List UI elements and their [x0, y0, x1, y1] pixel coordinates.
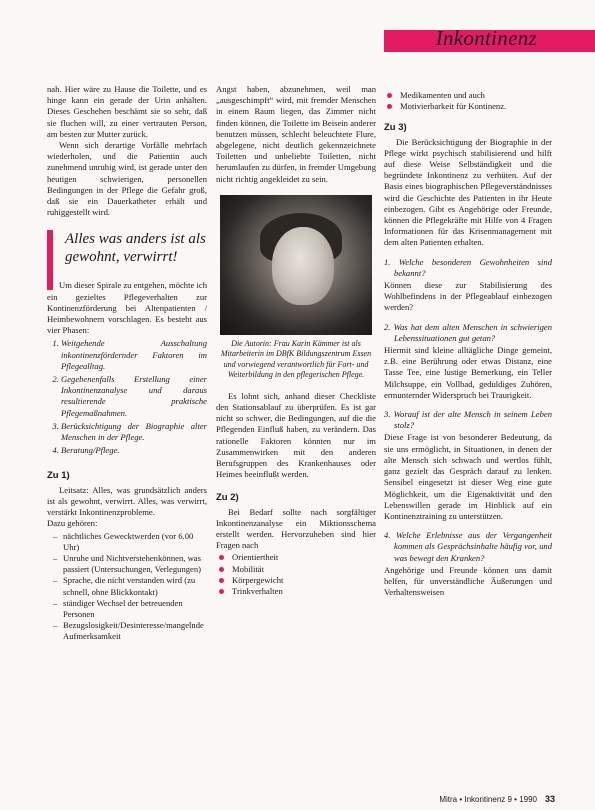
section-heading: Zu 2): [216, 492, 239, 504]
pull-quote: [47, 228, 207, 268]
list-item: 4. Beratung/Pflege.: [61, 445, 207, 456]
paragraph: Angehörige und Freunde können uns damit helfen, für unverständliche Äußerungen und Verhaltensweisen: [384, 564, 552, 598]
paragraph: Bei Bedarf sollte nach sorgfältiger Inkontinenzanalyse ein Miktionsschema erstellt werden. Hervorzuheben sind hier Fragen nach: [216, 506, 376, 551]
paragraph: Um dieser Spirale zu entgehen, möchte ich ein gezieltes Pflegeverhalten zur Kontinenzförderung bei Altenpatienten / Heimbewohnern vorschlagen. Es besteht aus vier Phasen:: [47, 280, 207, 336]
journal-info: Mitra • Inkontinenz 9 • 1990: [439, 795, 537, 804]
paragraph: Wenn sich derartige Vorfälle mehrfach wiederholen, und die Patientin auch zunehmend unruhig wird, ist gerade unter den heutigen schwierigen, personellen Bedingungen in der Pflege die Gefahr groß, daß sie ein Dauerkatheter erhält und ruhiggestellt wird.: [47, 140, 207, 218]
question: 4. Welche Erlebnisse aus der Vergangenheit kommen als Gesprächsinhalte häufig vor, und was bewegt den Kranken?: [384, 530, 552, 563]
bullet-list: [384, 90, 552, 112]
section-heading: Zu 1): [47, 470, 70, 482]
paragraph: Es lohnt sich, anhand dieser Checkliste den Stationsablauf zu überprüfen. Es ist gar nicht so schwer, die Bedingungen, auf die die Pflegenden Einfluß haben, zu verändern. Das rationelle Faktoren könnten nur im Zusammenwirken mit den anderen Berufsgruppen des Krankenhauses oder Heimes beeinflußt werden.: [216, 390, 376, 480]
column-2: [216, 84, 376, 601]
list-item: Mobilität: [216, 564, 376, 575]
page-footer: [439, 794, 555, 804]
list-item: Medikamenten und auch: [384, 90, 552, 101]
question: 3. Worauf ist der alte Mensch in seinem Leben stolz?: [384, 409, 552, 431]
paragraph: Diese Frage ist von besonderer Bedeutung, da sie uns ermöglicht, in Situationen, in denen der alte Mensch sich schwach und wertlos fühlt, ganz gezielt das Gespräch darauf zu lenken. Sensibel eingesetzt ist dieser Weg eine gute Möglichkeit, um die Eigenaktivität und den Lebenswillen gerade im Hinblick auf ein Kontinenztraining zu unterstützen.: [384, 432, 552, 521]
phase-list: [47, 338, 207, 456]
photo-caption: Die Autorin: Frau Karin Kämmer ist als Mitarbeiterin im DBfK Bildungszentrum Essen und vorwiegend verantwortlich für Fort- und Weiterbildung in den pflegerischen Pflege.: [220, 338, 372, 380]
list-item: – nächtliches Gewecktwerden (vor 6.00 Uhr): [47, 531, 207, 553]
list-item: – Unruhe und Nichtverstehenkönnen, was passiert (Untersuchungen, Verlegungen): [47, 553, 207, 575]
paragraph: Können diese zur Stabilisierung des Wohlbefindens in der Pflegeablauf einbezogen werden?: [384, 280, 552, 313]
paragraph: nah. Hier wäre zu Hause die Toilette, und es hinge kann ein gerade der Urin anhalten. Dieses Geschehen beschämt sie so sehr, daß sie fluchen will, zu einer vertrauten Person, am besten zur Mutter zurück.: [47, 84, 207, 139]
list-item: 3. Berücksichtigung der Biographie alter Menschen in der Pflege.: [61, 421, 207, 443]
column-1: [47, 84, 207, 643]
paragraph: Hiermit sind kleine alltägliche Dinge gemeint, z.B. eine Berührung oder etwas Distanz, eine Tasse Tee, eine lustige Bemerkung, ein Teller Milchsuppe, ein Vollbad, geduldiges Zuhören, ermunternder Widerspruch bei Traurigkeit.: [384, 345, 552, 400]
column-3: [384, 84, 552, 598]
list-item: – Sprache, die nicht verstanden wird (zu schnell, ohne Blickkontakt): [47, 575, 207, 597]
question: 1. Welche besonderen Gewohnheiten sind bekannt?: [384, 256, 552, 278]
list-item: 2. Gegebenenfalls Erstellung einer Inkontinenzanalyse und daraus resultierende praktische Pflegemaßnahmen.: [61, 374, 207, 419]
paragraph: Angst haben, abzunehmen, weil man „ausgeschimpft“ wird, mit fremder Menschen in einem Raum liegen, das Zimmer nicht finden können, die Toilette im Beisein anderer benutzen müssen, schlecht beleuchtete Flure, abgelegene, nicht deutlich gekennzeichnete Toiletten und unbeliebte Toiletten, nicht herumlaufen zu dürfen, in fremder Umgebung nicht richtig angekleidet zu sein.: [216, 84, 376, 184]
question: 2. Was hat dem alten Menschen in schwierigen Lebenssituationen gut getan?: [384, 321, 552, 343]
list-item: Körpergewicht: [216, 575, 376, 586]
factor-list: [47, 531, 207, 643]
list-item: 1. Weitgehende Ausschaltung inkontinenzfördernder Faktoren im Pflegealltag.: [61, 338, 207, 372]
pull-quote-text: Alles was anders ist als gewohnt, verwirrt!: [65, 231, 206, 266]
list-item: Orientiertheit: [216, 552, 376, 563]
paragraph: Dazu gehören:: [47, 518, 98, 529]
section-heading: Zu 3): [384, 122, 407, 134]
list-item: Trinkverhalten: [216, 586, 376, 597]
paragraph: Die Berücksichtigung der Biographie in der Pflege wirkt psychisch stabilisierend und hilft auf diese Weise Selbständigkeit und die begründete Inkontinenz zu verhüten. Auf der Basis eines biographischen Pflegeverständnisses wird die Geschichte des Patienten in ihr Heute einbezogen. Gibt es Angehörige oder Freunde, können die Pflegekräfte mit Hilfe von 4 Fragen Informationen für das Krisenmanagement mit dem alten Patienten erhalten.: [384, 136, 552, 248]
page-number: 33: [544, 794, 555, 804]
paragraph: Leitsatz: Alles, was grundsätzlich anders ist als gewohnt, verwirrt. Alles, was verwirrt, verstärkt Inkontinenzprobleme.: [47, 484, 207, 518]
author-photo: [220, 195, 372, 335]
page-title: Inkontinenz: [435, 26, 537, 50]
list-item: Motivierbarkeit für Kontinenz.: [384, 101, 552, 112]
photo-face: [272, 227, 334, 305]
list-item: – ständiger Wechsel der betreuenden Personen: [47, 598, 207, 620]
list-item: – Bezugslosigkeit/Desinteresse/mangelnde Aufmerksamkeit: [47, 620, 207, 642]
quote-accent-bar: [47, 230, 53, 290]
bullet-list: [216, 552, 376, 597]
